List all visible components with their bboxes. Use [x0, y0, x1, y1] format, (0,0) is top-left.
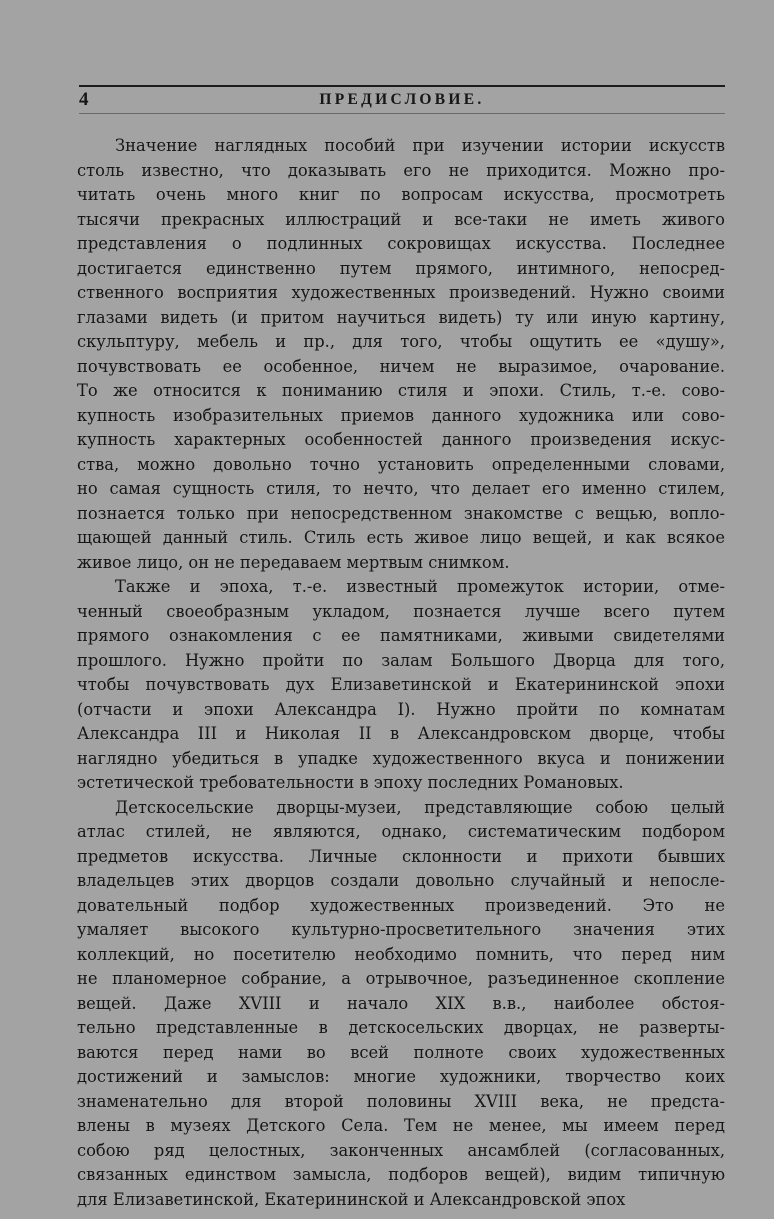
- text-line: глазами видеть (и притом научиться видеть) ту или иную картину,: [77, 307, 725, 327]
- text-line: купность изобразительных приемов данного художника или сово-: [77, 405, 725, 425]
- text-line: Александра III и Николая II в Александровском дворце, чтобы: [77, 724, 725, 743]
- text-line: коллекций, но посетителю необходимо помнить, что перед ним: [77, 944, 725, 964]
- paragraph: [77, 575, 725, 796]
- text-line: умаляет высокого культурно-просветительного значения этих: [77, 920, 725, 939]
- page-number: 4: [79, 89, 89, 110]
- text-line: познается только при непосредственном знакомстве с вещью, вопло-: [77, 503, 725, 523]
- text-line: тельно представленные в детскосельских дворцах, не разверты-: [77, 1018, 725, 1037]
- text-line: живое лицо, он не передаваем мертвым снимком.: [77, 552, 510, 572]
- text-line: влены в музеях Детского Села. Тем не менее, мы имеем перед: [77, 1116, 725, 1135]
- text-line: прямого ознакомления с ее памятниками, живыми свидетелями: [77, 626, 725, 645]
- text-line: для Елизаветинской, Екатерининской и Александровской эпох: [77, 1189, 626, 1209]
- text-line: столь известно, что доказывать его не приходится. Можно про-: [77, 160, 725, 180]
- text-line: почувствовать ее особенное, ничем не выразимое, очарование.: [77, 356, 725, 376]
- text-line: но самая сущность стиля, то нечто, что делает его именно стилем,: [77, 479, 725, 498]
- text-line: атлас стилей, не являются, однако, систематическим подбором: [77, 822, 725, 841]
- body-text: [77, 134, 725, 1212]
- text-line: ваются перед нами во всей полноте своих художественных: [77, 1042, 725, 1062]
- text-line: Детскосельские дворцы-музеи, представляющие собою целый: [115, 797, 725, 817]
- text-line: достижений и замыслов: многие художники, творчество коих: [77, 1067, 725, 1086]
- paragraph: [77, 796, 725, 1213]
- text-line: знаменательно для второй половины XVIII века, не предста-: [77, 1091, 725, 1111]
- text-line: собою ряд целостных, законченных ансамблей (согласованных,: [77, 1140, 725, 1160]
- text-line: читать очень много книг по вопросам искусства, просмотреть: [77, 185, 725, 204]
- text-line: Также и эпоха, т.-е. известный промежуток истории, отме-: [115, 577, 725, 596]
- running-title: ПРЕДИСЛОВИЕ.: [319, 91, 485, 108]
- text-line: ственного восприятия художественных произведений. Нужно своими: [77, 283, 725, 302]
- text-line: предметов искусства. Личные склонности и прихоти бывших: [77, 846, 725, 866]
- header-top-rule: [79, 85, 725, 87]
- text-line: достигается единственно путем прямого, интимного, непосред-: [77, 258, 725, 278]
- text-line: чтобы почувствовать дух Елизаветинской и Екатерининской эпохи: [77, 675, 725, 694]
- text-line: наглядно убедиться в упадке художественного вкуса и понижении: [77, 748, 725, 768]
- text-line: щающей данный стиль. Стиль есть живое лицо вещей, и как всякое: [77, 528, 725, 547]
- text-line: купность характерных особенностей данного произведения искус-: [77, 430, 725, 449]
- text-line: ченный своеобразным укладом, познается лучше всего путем: [77, 601, 725, 621]
- text-line: связанных единством замысла, подборов вещей), видим типичную: [77, 1165, 725, 1184]
- text-line: эстетической требовательности в эпоху последних Романовых.: [77, 773, 624, 792]
- text-line: ства, можно довольно точно установить определенными словами,: [77, 454, 725, 474]
- text-line: То же относится к пониманию стиля и эпохи. Стиль, т.-е. сово-: [77, 381, 725, 400]
- header-bottom-rule: [79, 113, 725, 114]
- text-line: не планомерное собрание, а отрывочное, разъединенное скопление: [77, 969, 725, 988]
- text-line: довательный подбор художественных произведений. Это не: [77, 895, 725, 915]
- text-line: скульптуру, мебель и пр., для того, чтобы ощутить ее «душу»,: [77, 332, 725, 351]
- text-line: представления о подлинных сокровищах искусства. Последнее: [77, 234, 725, 253]
- paragraph: [77, 134, 725, 575]
- text-line: вещей. Даже XVIII и начало XIX в.в., наиболее обстоя-: [77, 993, 725, 1013]
- text-line: (отчасти и эпохи Александра I). Нужно пройти по комнатам: [77, 699, 725, 719]
- text-line: прошлого. Нужно пройти по залам Большого Дворца для того,: [77, 650, 725, 670]
- text-line: владельцев этих дворцов создали довольно случайный и непосле-: [77, 871, 725, 890]
- text-line: Значение наглядных пособий при изучении истории искусств: [115, 136, 725, 155]
- text-line: тысячи прекрасных иллюстраций и все-таки не иметь живого: [77, 209, 725, 229]
